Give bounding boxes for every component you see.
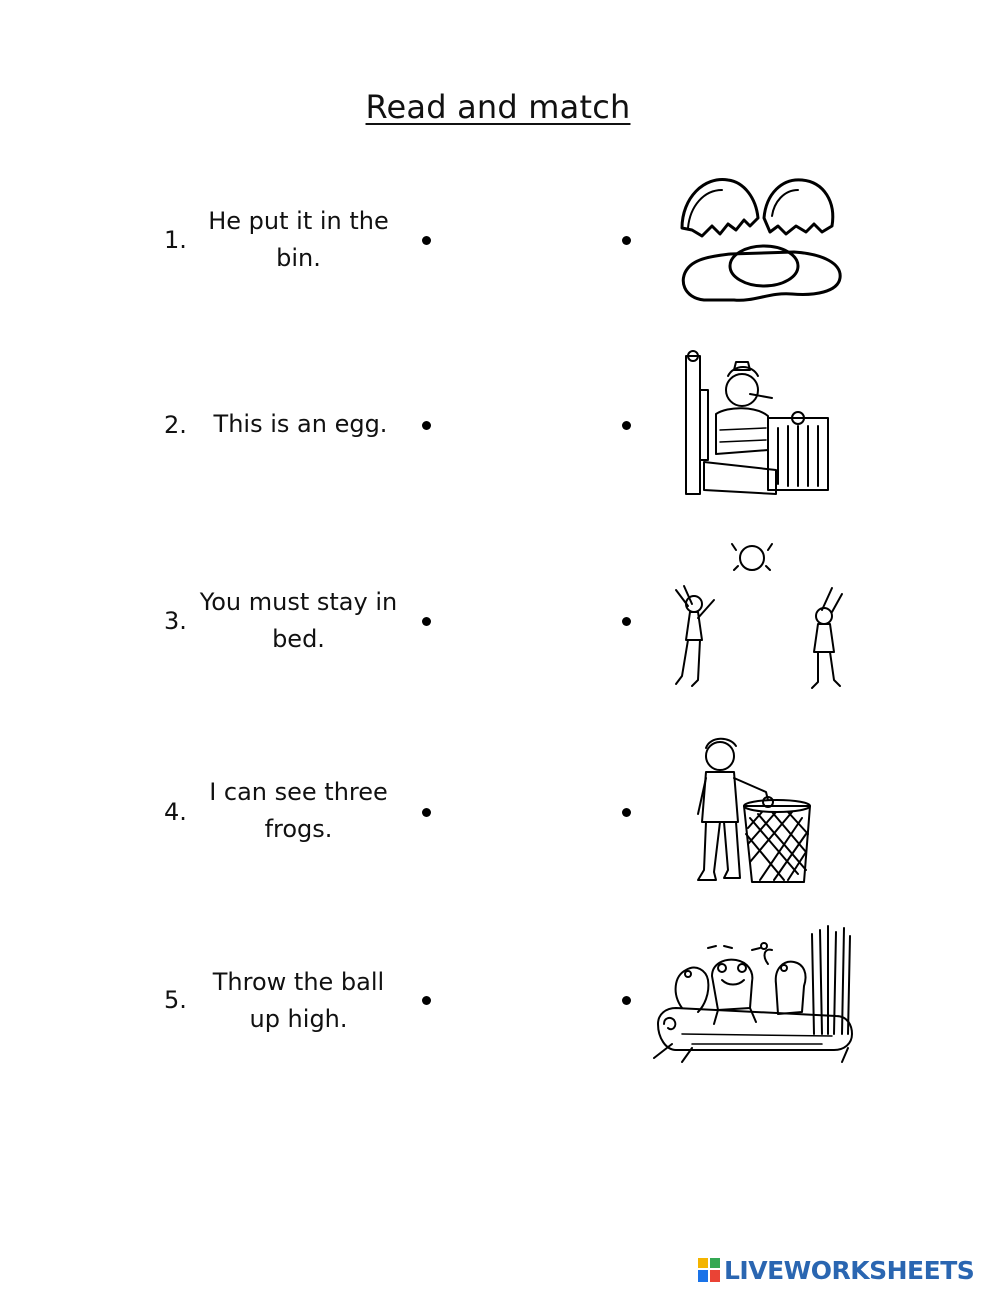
liveworksheets-badge-icon <box>698 1258 720 1282</box>
sentence-line: You must stay in <box>199 588 398 616</box>
item-number: 3. <box>164 607 187 635</box>
boy-throwing-into-bin-icon[interactable] <box>688 734 838 886</box>
picture-match-dot[interactable] <box>622 236 631 245</box>
sentence-line: He put it in the <box>208 207 389 235</box>
sentence-match-dot[interactable] <box>422 617 431 626</box>
children-throwing-ball-icon[interactable] <box>662 540 862 692</box>
sentence-line: Throw the ball <box>212 968 385 996</box>
sentence-line: This is an egg. <box>213 410 388 438</box>
picture-match-dot[interactable] <box>622 808 631 817</box>
brand-name: LIVEWORKSHEETS <box>724 1255 975 1285</box>
sentence-match-dot[interactable] <box>422 236 431 245</box>
sentence-match-dot[interactable] <box>422 808 431 817</box>
sentence-match-dot[interactable] <box>422 996 431 1005</box>
sentence-line: frogs. <box>264 815 333 843</box>
item-sentence <box>196 774 401 848</box>
picture-match-dot[interactable] <box>622 617 631 626</box>
three-frogs-on-log-icon[interactable] <box>652 924 858 1066</box>
picture-match-dot[interactable] <box>622 421 631 430</box>
picture-match-dot[interactable] <box>622 996 631 1005</box>
sentence-line: I can see three <box>209 778 388 806</box>
liveworksheets-logo <box>698 1255 974 1285</box>
item-sentence <box>196 964 401 1038</box>
worksheet-title: Read and match <box>365 88 631 126</box>
item-sentence <box>196 203 401 277</box>
item-sentence <box>188 406 413 443</box>
item-sentence <box>196 584 401 658</box>
sentence-line: bin. <box>276 244 321 272</box>
cracked-egg-icon[interactable] <box>674 168 846 304</box>
item-number: 4. <box>164 798 187 826</box>
item-number: 2. <box>164 411 187 439</box>
sick-child-in-bed-icon[interactable] <box>680 350 840 500</box>
sentence-line: up high. <box>249 1005 348 1033</box>
item-number: 5. <box>164 986 187 1014</box>
sentence-line: bed. <box>272 625 325 653</box>
sentence-match-dot[interactable] <box>422 421 431 430</box>
item-number: 1. <box>164 226 187 254</box>
